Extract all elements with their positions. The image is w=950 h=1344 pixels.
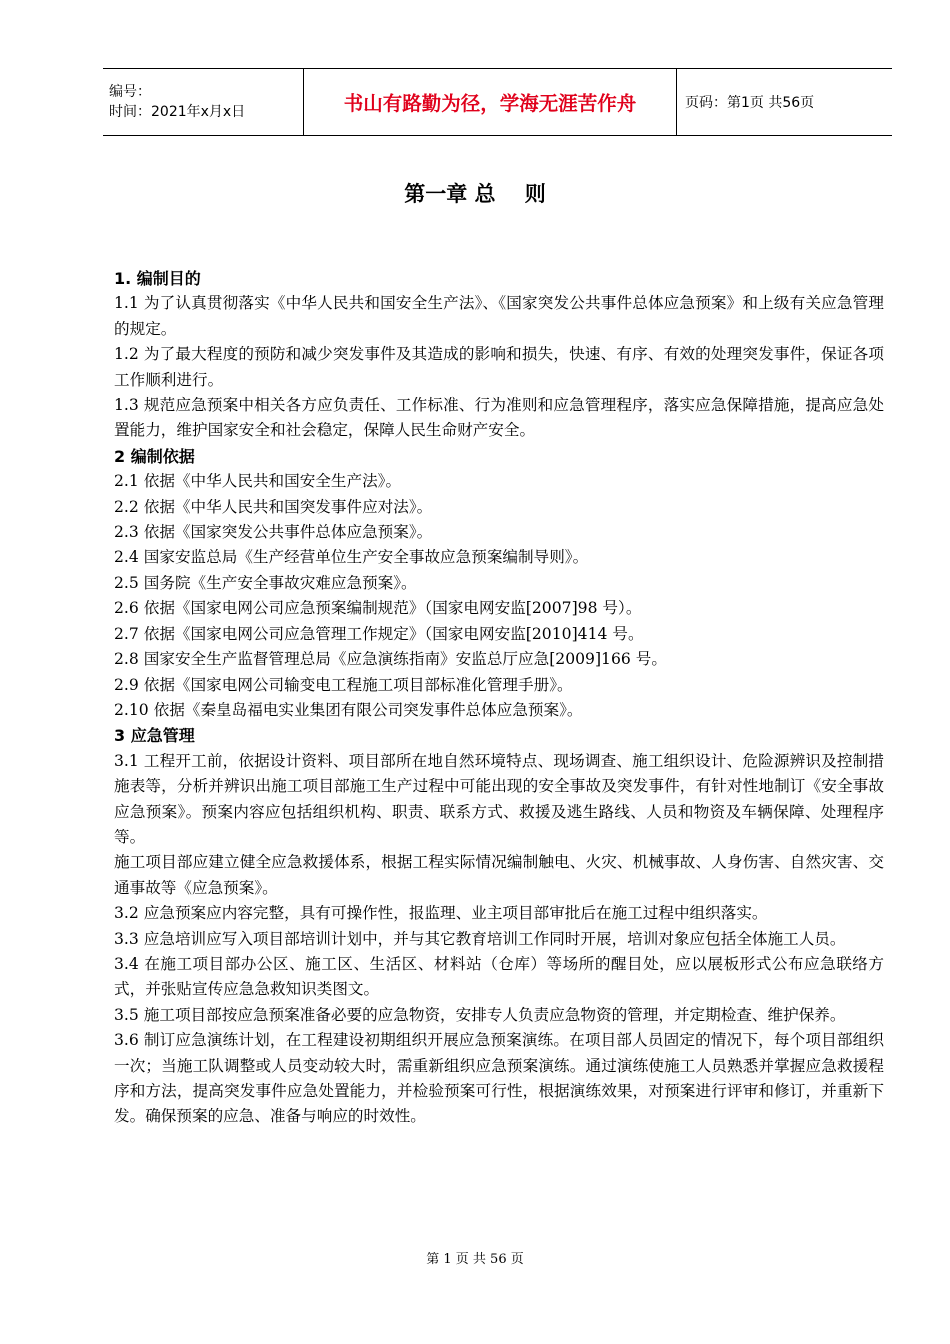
paragraph: 2.4 国家安监总局《生产经营单位生产安全事故应急预案编制导则》。 [114,548,589,567]
paragraph: 1.2 为了最大程度的预防和减少突发事件及其造成的影响和损失，快速、有序、有效的处理突发事件，保证各项工作顺利进行。 [114,345,884,389]
paragraph: 3.5 施工项目部按应急预案准备必要的应急物资，安排专人负责应急物资的管理，并定期检查、维护保养。 [114,1005,846,1024]
paragraph: 3.3 应急培训应写入项目部培训计划中，并与其它教育培训工作同时开展，培训对象应包括全体施工人员。 [114,929,846,948]
section-heading: 1. 编制目的 [114,269,201,288]
paragraph: 施工项目部应建立健全应急救援体系，根据工程实际情况编制触电、火灾、机械事故、人身伤害、自然灾害、交通事故等《应急预案》。 [114,853,884,897]
chapter-title: 第一章 总 则 [404,182,546,206]
paragraph: 3.4 在施工项目部办公区、施工区、生活区、材料站（仓库）等场所的醒目处，应以展板形式公布应急联络方式，并张贴宣传应急急救知识类图文。 [114,954,884,999]
time-label: 时间：2021年x月x日 [109,104,246,120]
paragraph: 2.3 依据《国家突发公共事件总体应急预案》。 [114,523,433,542]
paragraph: 2.5 国务院《生产安全事故灾难应急预案》。 [114,573,417,592]
document-body [114,266,884,1130]
paragraph: 2.8 国家安全生产监督管理总局《应急演练指南》安监总厅应急[2009]166 号。 [114,650,667,669]
paragraph: 2.10 依据《秦皇岛福电实业集团有限公司突发事件总体应急预案》。 [114,700,583,719]
paragraph: 1.1 为了认真贯彻落实《中华人民共和国安全生产法》、《国家突发公共事件总体应急预案》和上级有关应急管理的规定。 [114,294,884,338]
paragraph: 1.3 规范应急预案中相关各方应负责任、工作标准、行为准则和应急管理程序，落实应急保障措施，提高应急处置能力，维护国家安全和社会稳定，保障人民生命财产安全。 [114,396,884,440]
section-heading: 3 应急管理 [114,726,195,746]
paragraph: 3.1 工程开工前，依据设计资料、项目部所在地自然环境特点、现场调查、施工组织设计、危险源辨识及控制措施表等，分析并辨识出施工项目部施工生产过程中可能出现的安全事故及突发事件，有针对性地制订《安全事故应急预案》。预案内容应包括组织机构、职责、联系方式、救援及逃生路线、人员和物资及车辆保障、处理程序等。 [114,751,884,846]
paragraph: 2.9 依据《国家电网公司输变电工程施工项目部标准化管理手册》。 [114,675,573,694]
document-header [103,68,892,136]
page-footer: 第 1 页 共 56 页 [426,1252,524,1267]
paragraph: 2.7 依据《国家电网公司应急管理工作规定》（国家电网安监[2010]414 号。 [114,624,644,643]
header-meta [103,69,303,135]
header-page-info: 页码：第1页 共56页 [685,95,815,111]
section-heading: 2 编制依据 [114,446,195,466]
paragraph: 2.2 依据《中华人民共和国突发事件应对法》。 [114,497,433,516]
paragraph: 2.6 依据《国家电网公司应急预案编制规范》（国家电网安监[2007]98 号）。 [114,599,642,618]
paragraph: 3.6 制订应急演练计划，在工程建设初期组织开展应急预案演练。在项目部人员固定的情况下，每个项目部组织一次；当施工队调整或人员变动较大时，需重新组织应急预案演练。通过演练使施工人员熟悉并掌握应急救援程序和方法，提高突发事件应急处置能力，并检验预案可行性，根据演练效果，对预案进行评审和修订，并重新下发。确保预案的应急、准备与响应的时效性。 [114,1031,884,1126]
number-label: 编号： [109,84,151,100]
paragraph: 3.2 应急预案应内容完整，具有可操作性，报监理、业主项目部审批后在施工过程中组织落实。 [114,904,768,923]
header-motto: 书山有路勤为径，学海无涯苦作舟 [303,69,677,135]
paragraph: 2.1 依据《中华人民共和国安全生产法》。 [114,472,402,491]
